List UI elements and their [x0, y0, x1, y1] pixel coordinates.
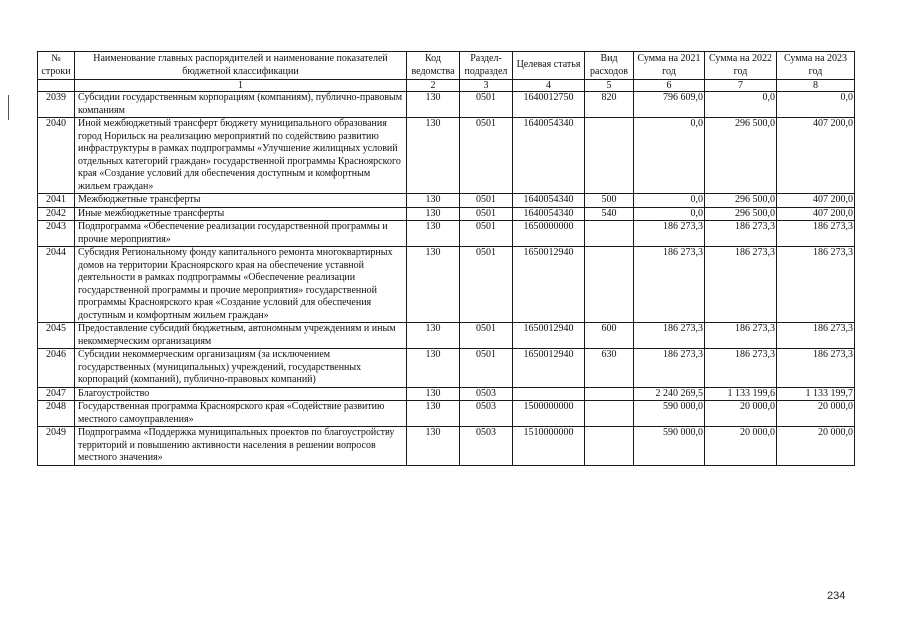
sum-2022-cell: 20 000,0 — [705, 401, 777, 427]
row-name-cell: Предоставление субсидий бюджетным, автономным учреждениям и иным некоммерческим организациям — [75, 323, 407, 349]
section-code-cell: 0501 — [460, 92, 513, 118]
sum-2021-cell: 0,0 — [634, 207, 705, 221]
dept-code-cell: 130 — [407, 221, 460, 247]
sum-2023-cell: 407 200,0 — [777, 118, 855, 194]
row-name-cell: Субсидия Региональному фонду капитального ремонта многоквартирных домов на территории Красноярского края на обеспечение уставной деятельности в рамках подпрограммы «Обеспечение реализации государственной программы и прочие мероприятия» государственной программы Красноярского края «Создание условий для обеспечения доступным и комфортным жильем граждан» — [75, 247, 407, 323]
target-article-cell — [513, 387, 585, 401]
row-number-cell: 2040 — [38, 118, 75, 194]
row-name-cell: Благоустройство — [75, 387, 407, 401]
row-number-cell: 2045 — [38, 323, 75, 349]
budget-table — [37, 51, 855, 466]
row-name-cell: Подпрограмма «Поддержка муниципальных проектов по благоустройству территорий и повышению активности населения в решении вопросов местного значения» — [75, 427, 407, 466]
row-number-cell: 2043 — [38, 221, 75, 247]
sum-2021-cell: 186 273,3 — [634, 323, 705, 349]
column-numbers-row — [38, 80, 855, 92]
expense-type-cell — [585, 401, 634, 427]
header-section: Раздел-подраздел — [460, 52, 513, 80]
sum-2022-cell: 296 500,0 — [705, 207, 777, 221]
sum-2023-cell: 186 273,3 — [777, 323, 855, 349]
sum-2023-cell: 1 133 199,7 — [777, 387, 855, 401]
table-header-row — [38, 52, 855, 80]
expense-type-cell — [585, 118, 634, 194]
header-sum-2022: Сумма на 2022 год — [705, 52, 777, 80]
sum-2022-cell: 186 273,3 — [705, 221, 777, 247]
target-article-cell: 1640054340 — [513, 118, 585, 194]
sum-2021-cell: 796 609,0 — [634, 92, 705, 118]
row-number-cell: 2049 — [38, 427, 75, 466]
table-row — [38, 92, 855, 118]
sum-2021-cell: 0,0 — [634, 118, 705, 194]
colnum-cell — [38, 80, 75, 92]
sum-2023-cell: 407 200,0 — [777, 194, 855, 208]
colnum-cell: 1 — [75, 80, 407, 92]
section-code-cell: 0501 — [460, 118, 513, 194]
header-name: Наименование главных распорядителей и наименование показателей бюджетной классификации — [75, 52, 407, 80]
row-name-cell: Межбюджетные трансферты — [75, 194, 407, 208]
sum-2023-cell: 407 200,0 — [777, 207, 855, 221]
row-name-cell: Иные межбюджетные трансферты — [75, 207, 407, 221]
table-row — [38, 221, 855, 247]
row-name-cell: Субсидии государственным корпорациям (компаниям), публично-правовым компаниям — [75, 92, 407, 118]
dept-code-cell: 130 — [407, 323, 460, 349]
expense-type-cell: 540 — [585, 207, 634, 221]
target-article-cell: 1650000000 — [513, 221, 585, 247]
table-row — [38, 118, 855, 194]
target-article-cell: 1650012940 — [513, 349, 585, 388]
section-code-cell: 0503 — [460, 401, 513, 427]
section-code-cell: 0501 — [460, 221, 513, 247]
header-sum-2023: Сумма на 2023 год — [777, 52, 855, 80]
section-code-cell: 0501 — [460, 349, 513, 388]
sum-2022-cell: 296 500,0 — [705, 194, 777, 208]
row-number-cell: 2041 — [38, 194, 75, 208]
expense-type-cell — [585, 387, 634, 401]
sum-2021-cell: 186 273,3 — [634, 221, 705, 247]
target-article-cell: 1650012940 — [513, 247, 585, 323]
dept-code-cell: 130 — [407, 349, 460, 388]
section-code-cell: 0501 — [460, 323, 513, 349]
colnum-cell: 2 — [407, 80, 460, 92]
colnum-cell: 5 — [585, 80, 634, 92]
target-article-cell: 1640054340 — [513, 207, 585, 221]
row-name-cell: Подпрограмма «Обеспечение реализации государственной программы и прочие мероприятия» — [75, 221, 407, 247]
target-article-cell: 1650012940 — [513, 323, 585, 349]
sum-2022-cell: 186 273,3 — [705, 349, 777, 388]
dept-code-cell: 130 — [407, 118, 460, 194]
sum-2022-cell: 0,0 — [705, 92, 777, 118]
row-number-cell: 2044 — [38, 247, 75, 323]
sum-2022-cell: 186 273,3 — [705, 247, 777, 323]
expense-type-cell — [585, 427, 634, 466]
dept-code-cell: 130 — [407, 194, 460, 208]
sum-2021-cell: 0,0 — [634, 194, 705, 208]
row-number-cell: 2046 — [38, 349, 75, 388]
dept-code-cell: 130 — [407, 427, 460, 466]
sum-2021-cell: 186 273,3 — [634, 349, 705, 388]
row-name-cell: Иной межбюджетный трансферт бюджету муниципального образования город Норильск на реализацию мероприятий по содействию развитию инфраструктуры в рамках подпрограммы «Улучшение жилищных условий отдельных категорий граждан» государственной программы Красноярского края «Создание условий для обеспечения доступным и комфортным жильем граждан» — [75, 118, 407, 194]
expense-type-cell: 600 — [585, 323, 634, 349]
expense-type-cell: 820 — [585, 92, 634, 118]
target-article-cell: 1510000000 — [513, 427, 585, 466]
sum-2021-cell: 186 273,3 — [634, 247, 705, 323]
section-code-cell: 0501 — [460, 194, 513, 208]
header-row-no: № строки — [38, 52, 75, 80]
sum-2022-cell: 20 000,0 — [705, 427, 777, 466]
margin-mark — [8, 95, 9, 120]
row-number-cell: 2039 — [38, 92, 75, 118]
sum-2021-cell: 2 240 269,5 — [634, 387, 705, 401]
dept-code-cell: 130 — [407, 207, 460, 221]
sum-2023-cell: 186 273,3 — [777, 247, 855, 323]
table-row — [38, 323, 855, 349]
table-row — [38, 207, 855, 221]
row-number-cell: 2047 — [38, 387, 75, 401]
sum-2023-cell: 186 273,3 — [777, 221, 855, 247]
section-code-cell: 0503 — [460, 387, 513, 401]
table-row — [38, 247, 855, 323]
sum-2022-cell: 186 273,3 — [705, 323, 777, 349]
table-row — [38, 349, 855, 388]
header-dept: Код ведомства — [407, 52, 460, 80]
sum-2022-cell: 296 500,0 — [705, 118, 777, 194]
dept-code-cell: 130 — [407, 401, 460, 427]
section-code-cell: 0503 — [460, 427, 513, 466]
sum-2021-cell: 590 000,0 — [634, 401, 705, 427]
section-code-cell: 0501 — [460, 207, 513, 221]
row-number-cell: 2048 — [38, 401, 75, 427]
dept-code-cell: 130 — [407, 92, 460, 118]
colnum-cell: 8 — [777, 80, 855, 92]
table-row — [38, 401, 855, 427]
row-name-cell: Субсидии некоммерческим организациям (за исключением государственных (муниципальных) учреждений, государственных корпораций (компаний), публично-правовых компаний) — [75, 349, 407, 388]
colnum-cell: 4 — [513, 80, 585, 92]
expense-type-cell: 500 — [585, 194, 634, 208]
target-article-cell: 1640054340 — [513, 194, 585, 208]
colnum-cell: 7 — [705, 80, 777, 92]
header-target: Целевая статья — [513, 52, 585, 80]
row-name-cell: Государственная программа Красноярского края «Содействие развитию местного самоуправления» — [75, 401, 407, 427]
dept-code-cell: 130 — [407, 247, 460, 323]
header-sum-2021: Сумма на 2021 год — [634, 52, 705, 80]
header-expense: Вид расходов — [585, 52, 634, 80]
table-row — [38, 387, 855, 401]
sum-2023-cell: 20 000,0 — [777, 401, 855, 427]
sum-2021-cell: 590 000,0 — [634, 427, 705, 466]
table-row — [38, 427, 855, 466]
page-number: 234 — [827, 590, 846, 602]
expense-type-cell — [585, 247, 634, 323]
target-article-cell: 1500000000 — [513, 401, 585, 427]
target-article-cell: 1640012750 — [513, 92, 585, 118]
section-code-cell: 0501 — [460, 247, 513, 323]
sum-2022-cell: 1 133 199,6 — [705, 387, 777, 401]
row-number-cell: 2042 — [38, 207, 75, 221]
sum-2023-cell: 20 000,0 — [777, 427, 855, 466]
expense-type-cell: 630 — [585, 349, 634, 388]
sum-2023-cell: 0,0 — [777, 92, 855, 118]
table-row — [38, 194, 855, 208]
colnum-cell: 6 — [634, 80, 705, 92]
colnum-cell: 3 — [460, 80, 513, 92]
dept-code-cell: 130 — [407, 387, 460, 401]
sum-2023-cell: 186 273,3 — [777, 349, 855, 388]
expense-type-cell — [585, 221, 634, 247]
